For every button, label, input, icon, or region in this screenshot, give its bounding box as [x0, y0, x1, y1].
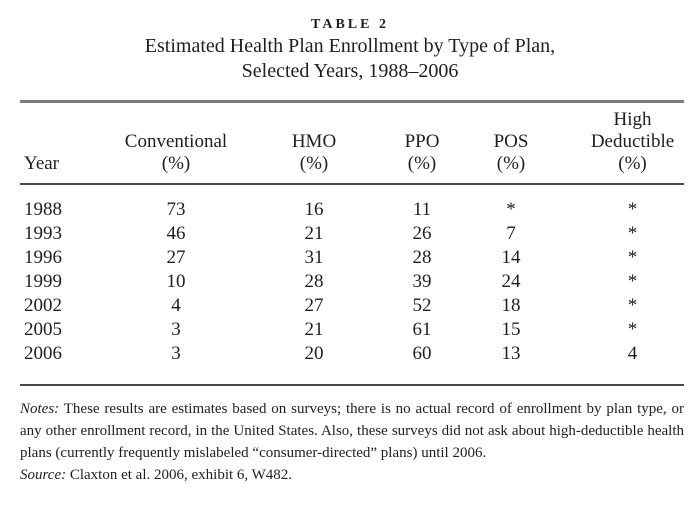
cell-pos: 15	[501, 319, 521, 340]
table-row	[20, 184, 684, 222]
header-title: High Deductible	[590, 109, 675, 152]
cell-ppo: 11	[412, 199, 432, 220]
table-row	[20, 270, 684, 294]
header-unit: (%)	[299, 153, 329, 174]
cell-high-deductible: *	[627, 247, 638, 268]
cell-high-deductible: *	[627, 319, 638, 340]
header-row	[20, 102, 684, 185]
cell-hmo: 27	[304, 295, 324, 316]
cell-conventional: 3	[171, 319, 181, 340]
cell-high-deductible: *	[627, 295, 638, 316]
cell-pos: 13	[501, 343, 521, 364]
cell-hmo: 31	[304, 247, 324, 268]
cell-hmo: 16	[304, 199, 324, 220]
table-title-line-1: Estimated Health Plan Enrollment by Type of Plan,	[144, 35, 556, 57]
cell-ppo: 28	[412, 247, 432, 268]
cell-pos: 7	[506, 223, 516, 244]
cell-pos: *	[506, 199, 516, 220]
cell-conventional: 3	[171, 343, 181, 364]
cell-hmo: 21	[304, 319, 324, 340]
cell-year: 2002	[24, 295, 62, 316]
notes-text: These results are estimates based on surveys; there is no actual record of enrollment by plan type, or any other enrollment record, in the United States. Also, these surveys did not ask about high-deductible health plans (currently frequently mislabeled “consumer-directed” plans) until 2006.	[20, 401, 684, 461]
header-unit: (%)	[496, 153, 526, 174]
cell-high-deductible: *	[627, 199, 638, 220]
cell-conventional: 27	[166, 247, 186, 268]
table-source	[20, 464, 684, 486]
cell-conventional: 46	[166, 223, 186, 244]
table-row	[20, 246, 684, 270]
header-unit: (%)	[618, 153, 647, 174]
cell-year: 1996	[24, 247, 62, 268]
table-row	[20, 222, 684, 246]
header-unit: (%)	[407, 153, 437, 174]
cell-pos: 18	[501, 295, 521, 316]
cell-hmo: 21	[304, 223, 324, 244]
cell-ppo: 26	[412, 223, 432, 244]
column-header-pos	[468, 102, 554, 185]
header-title: Year	[24, 153, 60, 174]
cell-year: 1988	[24, 199, 62, 220]
column-header-hmo	[252, 102, 376, 185]
cell-high-deductible: *	[627, 271, 638, 292]
table-notes	[20, 398, 684, 464]
cell-conventional: 10	[166, 271, 186, 292]
table-number-label: TABLE 2	[311, 17, 389, 32]
column-header-ppo	[376, 102, 468, 185]
cell-conventional: 4	[171, 295, 181, 316]
source-text: Claxton et al. 2006, exhibit 6, W482.	[69, 467, 293, 483]
column-header-high-deductible	[554, 102, 684, 185]
cell-pos: 14	[501, 247, 521, 268]
header-title: Conventional	[124, 131, 228, 152]
cell-year: 1999	[24, 271, 62, 292]
header-title: PPO	[404, 131, 440, 152]
notes-label: Notes:	[20, 401, 60, 417]
cell-ppo: 61	[412, 319, 432, 340]
cell-year: 1993	[24, 223, 62, 244]
cell-hmo: 28	[304, 271, 324, 292]
cell-pos: 24	[501, 271, 521, 292]
header-title: POS	[493, 131, 529, 152]
cell-year: 2005	[24, 319, 62, 340]
table-row	[20, 342, 684, 385]
cell-conventional: 73	[166, 199, 186, 220]
header-unit: (%)	[161, 153, 191, 174]
cell-high-deductible: 4	[627, 343, 638, 364]
table-row	[20, 294, 684, 318]
header-title: HMO	[291, 131, 337, 152]
column-header-conventional	[100, 102, 252, 185]
table-row	[20, 318, 684, 342]
enrollment-table	[20, 100, 684, 386]
cell-ppo: 39	[412, 271, 432, 292]
source-label: Source:	[20, 467, 67, 483]
column-header-year	[20, 102, 100, 185]
table-title-line-2: Selected Years, 1988–2006	[241, 60, 459, 82]
cell-ppo: 52	[412, 295, 432, 316]
cell-hmo: 20	[304, 343, 324, 364]
cell-year: 2006	[24, 343, 62, 364]
cell-high-deductible: *	[627, 223, 638, 244]
cell-ppo: 60	[412, 343, 432, 364]
